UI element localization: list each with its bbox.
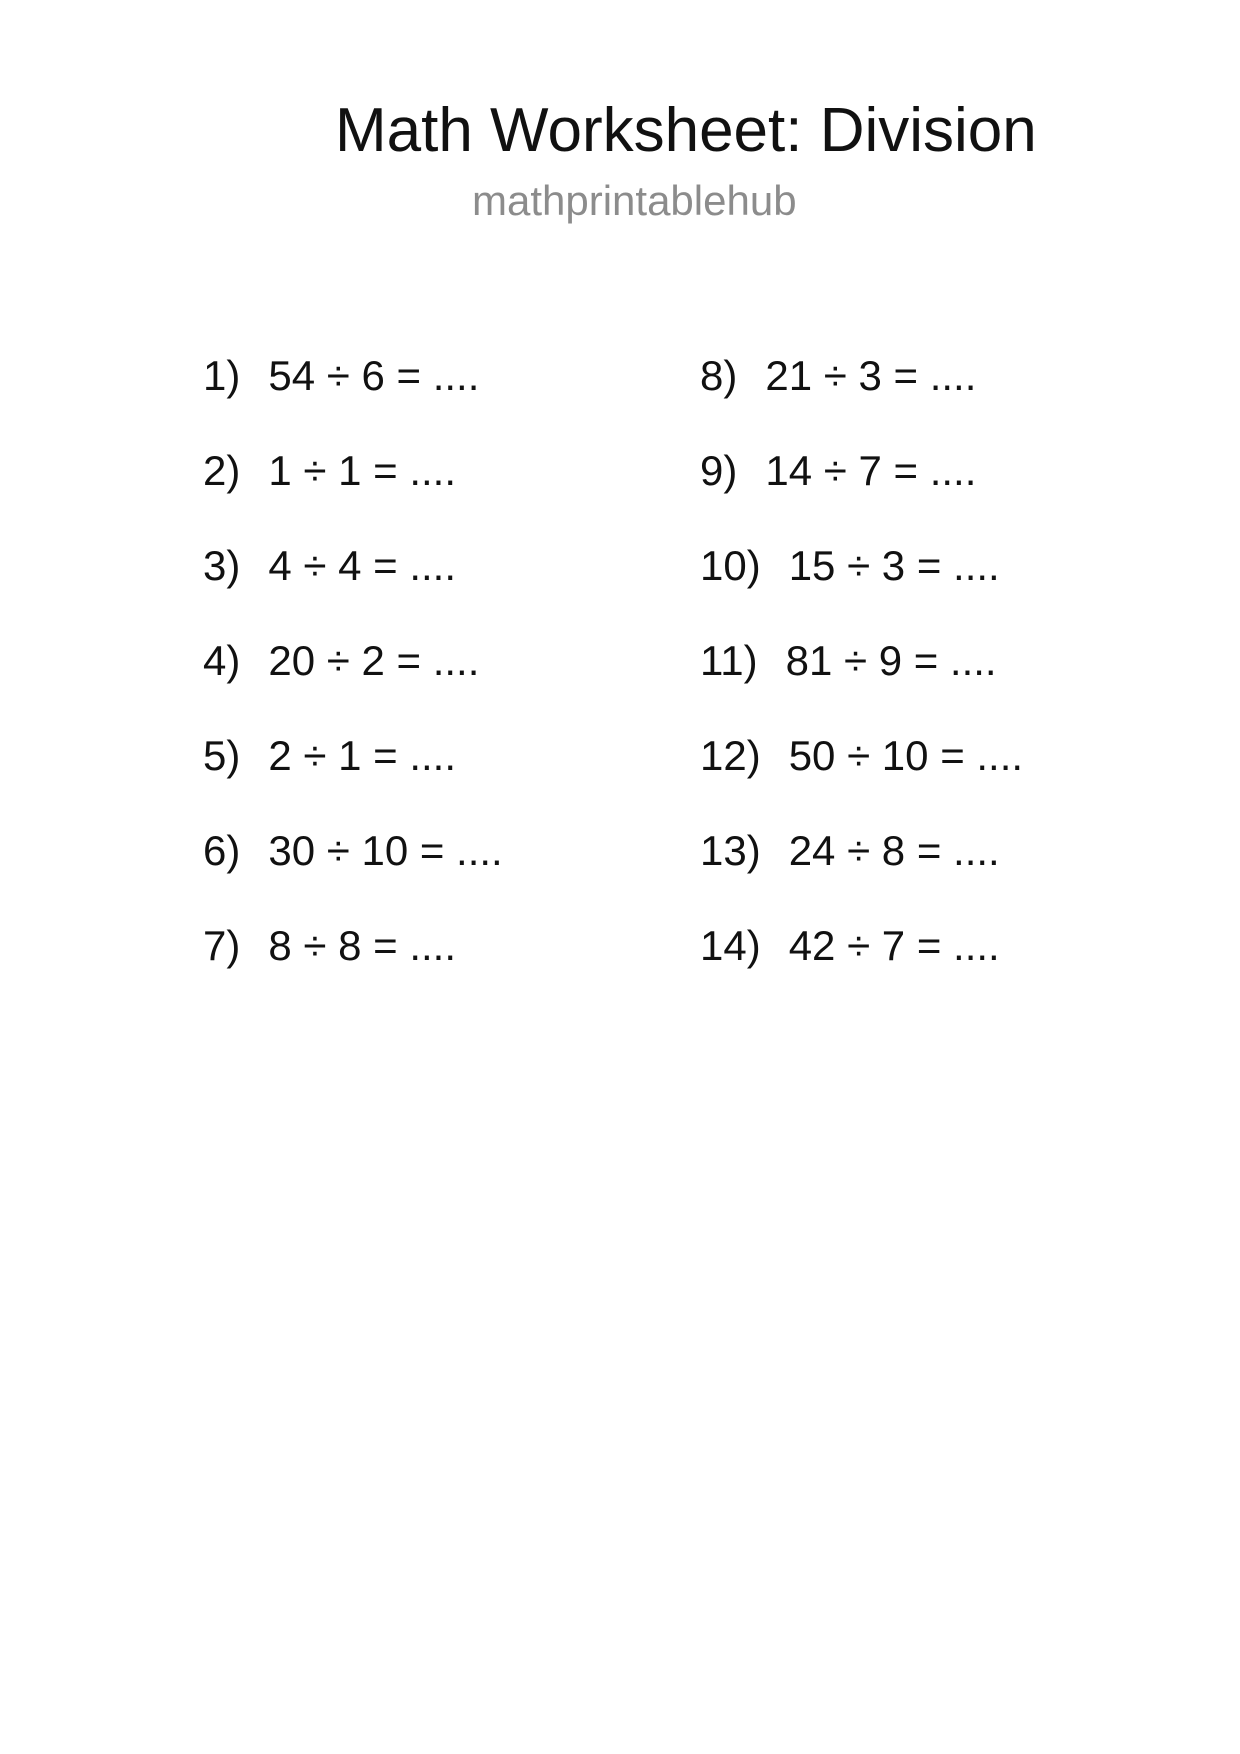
problem-expression: 21 ÷ 3 = .... xyxy=(765,352,977,399)
problem-expression: 8 ÷ 8 = .... xyxy=(268,922,457,969)
problem-expression: 4 ÷ 4 = .... xyxy=(268,542,457,589)
problem-number: 3) xyxy=(203,542,241,589)
problem-expression: 81 ÷ 9 = .... xyxy=(785,637,997,684)
problem-number: 6) xyxy=(203,827,241,874)
problem-number: 10) xyxy=(700,542,761,589)
problem-row xyxy=(700,328,1023,423)
problem-number: 8) xyxy=(700,352,738,399)
problem-expression: 42 ÷ 7 = .... xyxy=(788,922,1000,969)
problem-row xyxy=(203,518,503,613)
problem-row xyxy=(700,898,1023,993)
problem-expression: 24 ÷ 8 = .... xyxy=(788,827,1000,874)
problem-number: 4) xyxy=(203,637,241,684)
problem-expression: 14 ÷ 7 = .... xyxy=(765,447,977,494)
problem-row xyxy=(203,708,503,803)
problem-expression: 15 ÷ 3 = .... xyxy=(788,542,1000,589)
problem-number: 2) xyxy=(203,447,241,494)
problem-row xyxy=(700,708,1023,803)
problem-number: 12) xyxy=(700,732,761,779)
problem-row xyxy=(700,518,1023,613)
worksheet-title: Math Worksheet: Division xyxy=(335,96,1037,165)
problem-number: 11) xyxy=(700,637,758,684)
problem-row xyxy=(203,613,503,708)
problem-expression: 20 ÷ 2 = .... xyxy=(268,637,480,684)
problem-expression: 1 ÷ 1 = .... xyxy=(268,447,457,494)
brand-subtitle: mathprintablehub xyxy=(472,177,797,224)
problems-column-right xyxy=(700,328,1023,993)
problem-number: 13) xyxy=(700,827,761,874)
problem-expression: 50 ÷ 10 = .... xyxy=(788,732,1024,779)
problem-row xyxy=(203,328,503,423)
problem-row xyxy=(700,613,1023,708)
problem-number: 9) xyxy=(700,447,738,494)
problem-row xyxy=(700,423,1023,518)
problem-number: 1) xyxy=(203,352,241,399)
problem-expression: 30 ÷ 10 = .... xyxy=(268,827,503,874)
problem-row xyxy=(203,423,503,518)
problem-expression: 54 ÷ 6 = .... xyxy=(268,352,480,399)
problem-expression: 2 ÷ 1 = .... xyxy=(268,732,457,779)
problem-number: 5) xyxy=(203,732,241,779)
problem-row xyxy=(700,803,1023,898)
problem-number: 7) xyxy=(203,922,241,969)
problem-number: 14) xyxy=(700,922,761,969)
problems-column-left xyxy=(203,328,503,993)
problem-row xyxy=(203,898,503,993)
problem-row xyxy=(203,803,503,898)
